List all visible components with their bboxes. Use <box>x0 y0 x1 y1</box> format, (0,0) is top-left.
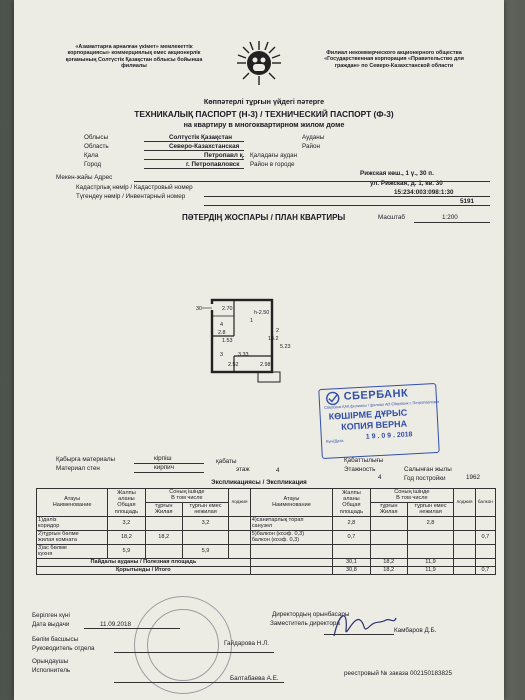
row5-name: 5)балкон (коэф. 0,3) балкон (коэф. 0,3) <box>250 530 333 544</box>
row3-nonlive: 5,9 <box>182 544 228 558</box>
signature <box>330 606 400 642</box>
explication-table <box>36 488 496 575</box>
sberbank-logo-icon <box>323 391 342 406</box>
row4-total: 2,8 <box>333 516 370 530</box>
row4-loggia <box>454 516 475 530</box>
total-total: 30,8 <box>333 566 370 574</box>
page-title-2: на квартиру в многоквартирном жилом доме <box>183 120 345 129</box>
plan-room-2: 2 <box>276 328 279 334</box>
walls-kz-value: кірпіш <box>154 455 172 462</box>
stamp-bank: СБЕРБАНК <box>343 387 409 403</box>
plan-room-3: 3 <box>220 352 223 358</box>
subtitle: Көппәтерлі тұрғын үйдегі пәтерге <box>203 97 325 106</box>
scale-value: 1:200 <box>442 214 458 221</box>
total-live: 18,2 <box>370 566 407 574</box>
plan-room-1: 1 <box>250 318 253 324</box>
col-balkon: балкон <box>475 489 495 517</box>
audany-label: Ауданы <box>302 134 325 141</box>
sberbank-stamp <box>318 383 440 459</box>
address-ru-value: ул. Рижская, д. 1, кв. 30 <box>370 180 443 187</box>
row3-loggia <box>229 544 250 558</box>
row5-total: 0,7 <box>333 530 370 544</box>
row1-live <box>145 516 182 530</box>
row4-balkon <box>475 516 495 530</box>
row1-nonlive: 3,2 <box>182 516 228 530</box>
year-value: 1962 <box>466 474 481 481</box>
plan-dim-10: 5.23 <box>280 344 291 350</box>
col-sonyn-2: Соның ішінде В том числе <box>370 489 454 503</box>
dept-name: Гайдарова Н.Л. <box>224 640 269 647</box>
official-seal <box>134 596 232 694</box>
row2-live: 18,2 <box>145 530 182 544</box>
walls-kz-label: Қабырға материалы <box>56 456 116 463</box>
row3-total: 5,9 <box>108 544 145 558</box>
floor-plan <box>196 296 296 388</box>
stamp-date-label: Күні/Дата <box>325 437 344 444</box>
col-sonyn: Соның ішінде В том числе <box>145 489 229 503</box>
issued-ru-label: Дата выдачи <box>32 621 70 628</box>
col-loggia-2: лоджия <box>454 489 475 517</box>
col-total: Жалпы аланы Общая площадь <box>108 489 145 517</box>
col-live-2: тұрғын Жилая <box>370 502 407 516</box>
expl-heading: Экспликациясы / Экспликация <box>211 479 307 486</box>
row5-loggia <box>454 530 475 544</box>
exec-kz-label: Орындаушы <box>32 658 69 665</box>
city-kz-value: Петропавл қ. <box>204 152 245 159</box>
dept-kz-label: Бөлім басшысы <box>32 636 79 643</box>
row5-live <box>370 530 407 544</box>
row5-balkon: 0,7 <box>475 530 495 544</box>
walls-ru-value: кирпич <box>154 464 174 471</box>
left-org: «Азаматтарға арналған үкімет» мемлекеттік корпорациясы» коммерциялық емес акционерлік қоғамының Солтүстік Қазақстан облысы бойынша филиалы <box>65 44 203 70</box>
floor-ru-label: этаж <box>236 466 250 473</box>
plan-dim-4: 1.53 <box>222 338 233 344</box>
row4-nonlive: 2,8 <box>407 516 453 530</box>
floors-kz-label: Қабаттылығы <box>344 457 384 464</box>
plan-dim-7: 2.98 <box>260 362 271 368</box>
inventory-value: 5191 <box>460 198 475 205</box>
useful-label: Пайдалы ауданы / Полезная площадь <box>37 558 251 566</box>
plan-dim-6: 3.33 <box>238 352 249 358</box>
table-row <box>37 544 496 558</box>
scale-label: Масштаб <box>378 214 405 221</box>
kala-audany-label: Қаладағы аудан <box>250 152 298 159</box>
total-label: Қорытынды / Итого <box>37 566 251 574</box>
total-row <box>37 566 496 574</box>
year-kz-label: Салынған жылы <box>404 466 452 473</box>
row2-nonlive <box>182 530 228 544</box>
total-nonlive: 11,9 <box>407 566 453 574</box>
city-ru-value: г. Петропавловск <box>186 161 240 168</box>
gov-corp-logo-icon <box>234 38 284 88</box>
raion-label: Район <box>302 143 320 150</box>
stamp-date: 1 9 . 0 9 . 2018 <box>365 431 413 441</box>
useful-total: 30,1 <box>333 558 370 566</box>
kala-label: Қала <box>84 152 99 159</box>
useful-row <box>37 558 496 566</box>
plan-dim-3: 2.8 <box>218 330 226 336</box>
col-name: Атауы Наименование <box>37 489 108 517</box>
inventory-label: Түгендеу нөмір / Инвентарный номер <box>76 193 186 200</box>
col-name-2: Атауы Наименование <box>250 489 333 517</box>
oblast-ru-value: Северо-Казахстанская <box>169 143 240 150</box>
page-title: ТЕХНИКАЛЫҚ ПАСПОРТ (Н-3) / ТЕХНИЧЕСКИЙ ПАСПОРТ (Ф-3) <box>134 109 394 119</box>
cadastral-label: Кадастрлық нөмір / Кадастровый номер <box>76 184 193 191</box>
useful-nonlive: 11,9 <box>407 558 453 566</box>
dir-kz-label: Директордың орынбасары <box>272 611 350 618</box>
dir-ru-label: Заместитель директора <box>270 620 340 627</box>
col-nonlive-2: тұрғын емес нежилая <box>407 502 453 516</box>
row3-name: 3)ас бөлме кухня <box>37 544 108 558</box>
issued-kz-label: Берілген күні <box>32 612 70 619</box>
col-loggia: лоджия <box>229 489 250 517</box>
floor-kz-label: қабаты <box>216 458 237 465</box>
dept-ru-label: Руководитель отдела <box>32 645 95 652</box>
address-kz-value: Рижская көш., 1 ү., 30 п. <box>360 170 434 177</box>
stamp-copy-kz: КӨШІРМЕ ДҰРЫС <box>328 407 408 422</box>
row1-loggia <box>229 516 250 530</box>
walls-ru-label: Материал стен <box>56 465 100 472</box>
raion-gorode-label: Район в городе <box>250 161 295 168</box>
plan-dim-9: 30 <box>196 306 202 312</box>
cadastral-value: 15:234:003:098:1:30 <box>394 189 454 196</box>
total-balkon: 0,7 <box>475 566 495 574</box>
row2-loggia <box>229 530 250 544</box>
floor-value: 4 <box>276 467 280 474</box>
registry-number: реестровый № заказа 002150183825 <box>344 670 453 677</box>
row2-total: 18,2 <box>108 530 145 544</box>
useful-live: 18,2 <box>370 558 407 566</box>
row5-nonlive <box>407 530 453 544</box>
plan-dim-5: 2.52 <box>228 362 239 368</box>
exec-ru-label: Исполнитель <box>32 667 71 674</box>
technical-passport-sheet <box>14 0 504 700</box>
floors-ru-label: Этажность <box>344 466 376 473</box>
plan-room-4: 4 <box>220 322 223 328</box>
row1-total: 3,2 <box>108 516 145 530</box>
gorod-label: Город <box>84 161 102 168</box>
plan-dim-2: h-2.50 <box>254 310 270 316</box>
table-row <box>37 516 496 530</box>
address-label: Мекен-жайы Адрес <box>56 174 113 181</box>
stamp-copy-ru: КОПИЯ ВЕРНА <box>340 418 408 432</box>
row2-name: 2)тұрғын бөлме жилая комната <box>37 530 108 544</box>
row4-name: 4)санитарлық торап санузел <box>250 516 333 530</box>
oblast-kz-value: Солтүстік Қазақстан <box>169 134 233 141</box>
col-live: тұрғын Жилая <box>145 502 182 516</box>
plan-heading: ПӘТЕРДІҢ ЖОСПАРЫ / ПЛАН КВАРТИРЫ <box>182 213 346 222</box>
row3-live <box>145 544 182 558</box>
oblast-label: Область <box>84 143 109 150</box>
table-row <box>37 530 496 544</box>
row4-live <box>370 516 407 530</box>
right-org: Филиал некоммерческого акционерного общества «Государственная корпорация «Правительство для граждан» по Северо-Казахстанской области <box>324 50 464 69</box>
col-nonlive: тұрғын емес нежилая <box>182 502 228 516</box>
issued-date: 11.09.2018 <box>100 621 132 628</box>
row1-name: 1)дәліз коридор <box>37 516 108 530</box>
floors-value: 4 <box>378 474 382 481</box>
stamp-line1: Сбербанк ҚАҚ филиалы / филиал АО Сбербанк г. Петропавловск <box>324 399 440 410</box>
plan-dim-8: 18.2 <box>268 336 279 342</box>
exec-name: Балтабаева А.Е. <box>230 675 279 682</box>
plan-dim-1: 2.70 <box>222 306 233 312</box>
dir-name: Камбаров Д.Б. <box>394 627 437 634</box>
year-ru-label: Год постройки <box>404 475 446 482</box>
oblys-label: Облысы <box>84 134 109 141</box>
col-total-2: Жалпы аланы Общая площадь <box>333 489 370 517</box>
